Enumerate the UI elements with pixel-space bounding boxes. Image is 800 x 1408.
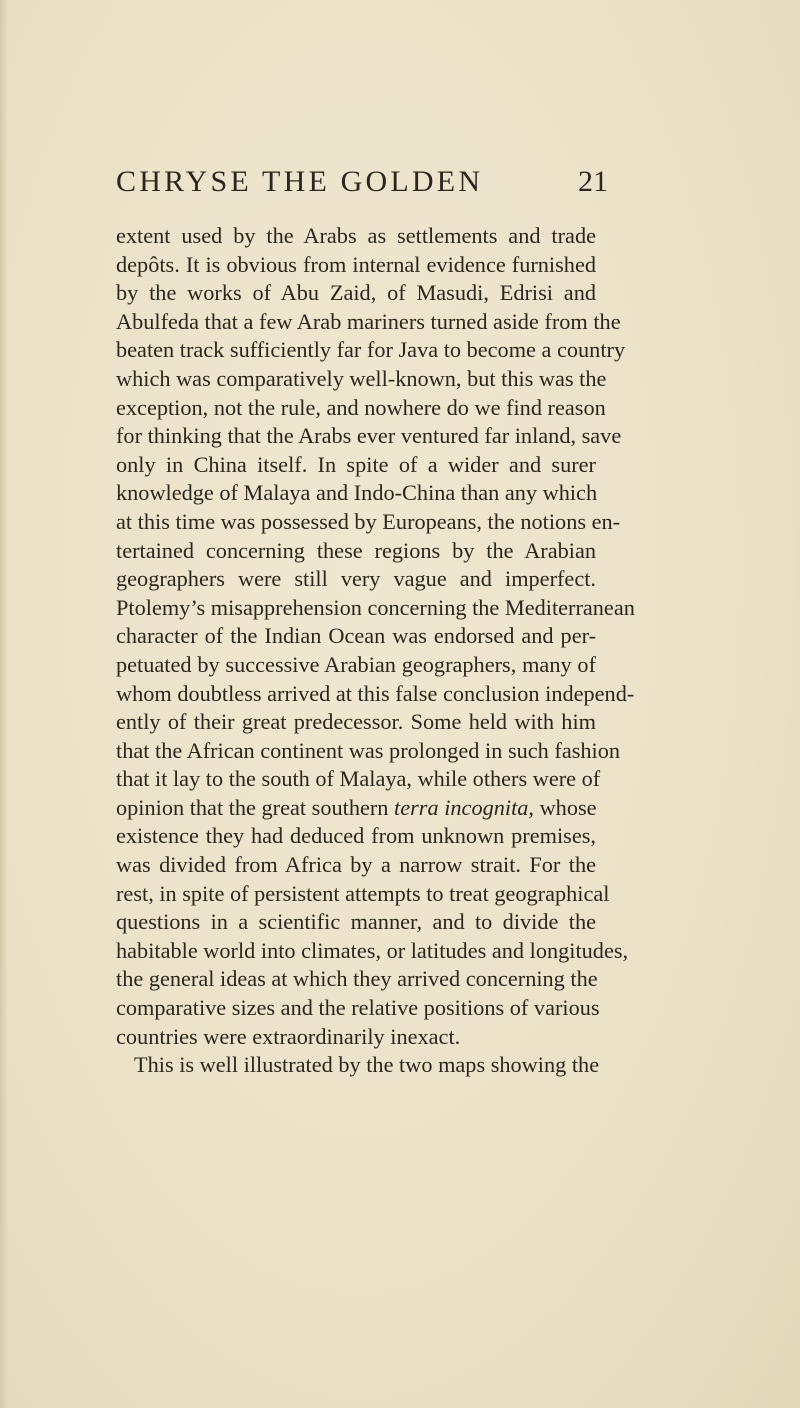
body-text [116,222,635,1080]
text-line: beaten track sufficiently far for Java to become a country [116,337,626,363]
text-line: Abulfeda that a few Arab mariners turned aside from the [116,308,621,334]
text-segment: whose [539,794,597,820]
text-line: extent used by the Arabs as settlements and trade [116,223,596,248]
text-line: ently of their great predecessor. Some held with him [116,709,596,735]
text-line: exception, not the rule, and nowhere do we find reason [116,394,606,420]
text-line: knowledge of Malaya and Indo-China than any which [116,480,598,506]
text-line: the general ideas at which they arrived concerning the [116,966,598,992]
text-line: for thinking that the Arabs ever ventured far inland, save [116,423,622,449]
text-segment: opinion that the great southern [116,794,389,820]
text-line: was divided from Africa by a narrow strait. For the [116,852,596,878]
italic-phrase: terra incognita, [394,794,534,820]
text-line: geographers were still very vague and imperfect. [116,566,596,592]
text-line: rest, in spite of persistent attempts to treat geographical [116,880,610,906]
text-line-with-italic [116,794,596,823]
text-line: existence they had deduced from unknown premises, [116,823,596,849]
text-line: depôts. It is obvious from internal evidence furnished [116,251,596,277]
text-line: that it lay to the south of Malaya, while others were of [116,766,601,792]
text-line: only in China itself. In spite of a wider and surer [116,451,596,477]
text-line: which was comparatively well-known, but this was the [116,365,607,391]
running-head-title: CHRYSE THE GOLDEN [116,165,484,198]
text-line: comparative sizes and the relative positions of various [116,995,600,1021]
text-line: petuated by successive Arabian geographers, many of [116,651,596,677]
text-line: questions in a scientific manner, and to divide the [116,909,596,935]
text-line: at this time was possessed by Europeans, the notions en- [116,508,621,534]
text-line-paragraph-end: countries were extraordinarily inexact. [116,1023,461,1049]
page-number: 21 [578,165,608,198]
text-line: that the African continent was prolonged in such fashion [116,737,621,763]
text-line: habitable world into climates, or latitudes and longitudes, [116,937,629,963]
text-line: character of the Indian Ocean was endorsed and per- [116,623,596,649]
text-line: Ptolemy’s misapprehension concerning the Mediterranean [116,594,635,620]
text-line: whom doubtless arrived at this false conclusion independ- [116,680,635,706]
page-gutter-shadow [0,0,8,1408]
text-line-paragraph-start: This is well illustrated by the two maps showing the [134,1052,600,1078]
text-line: tertained concerning these regions by the Arabian [116,537,596,563]
text-line: by the works of Abu Zaid, of Masudi, Edrisi and [116,280,596,306]
